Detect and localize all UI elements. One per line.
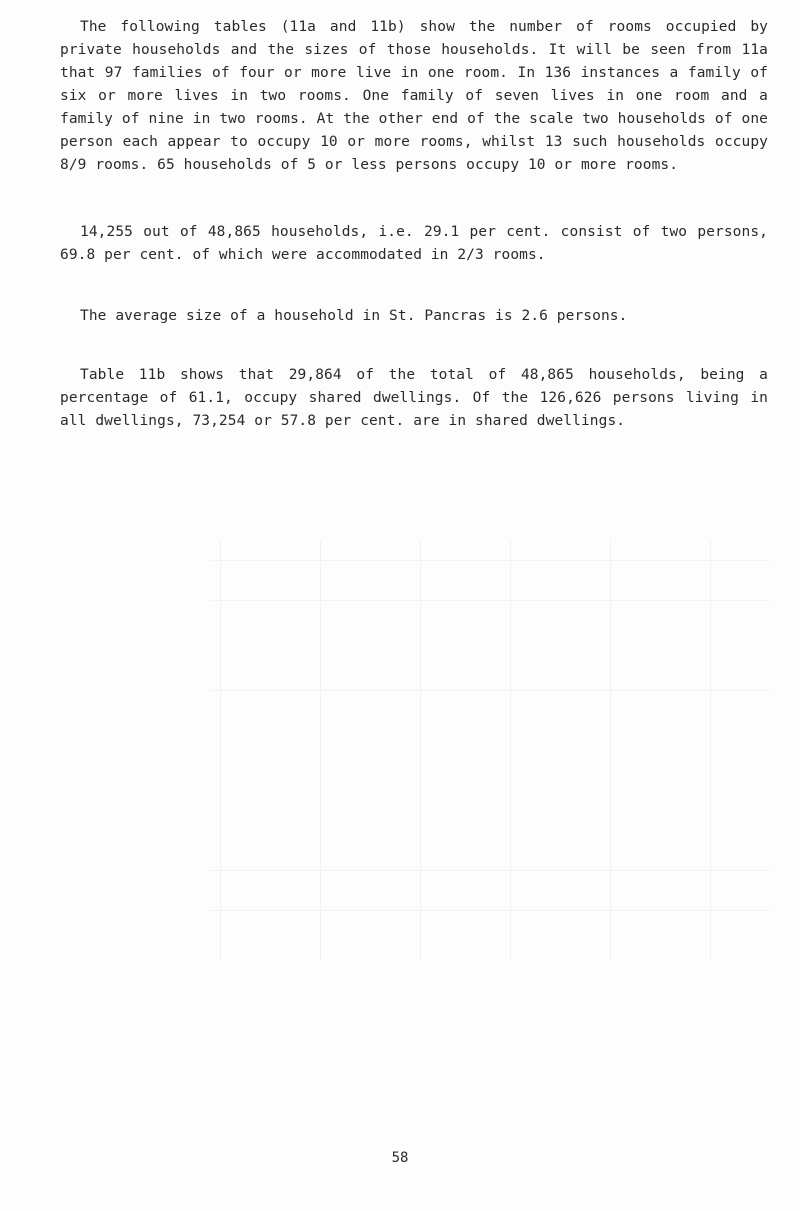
- paragraph-average-household-size: The average size of a household in St. Pancras is 2.6 persons.: [80, 308, 628, 324]
- show-through-background: [210, 540, 770, 960]
- paragraph-shared-dwellings: Table 11b shows that 29,864 of the total of 48,865 households, being a percentage of 61.1, occupy shared dwellings. Of the 126,626 persons living in all dwellings, 73,254 or 57.8 per cent. are in shared dwellings.: [60, 367, 768, 429]
- paragraph-rooms-occupied: The following tables (11a and 11b) show the number of rooms occupied by private households and the sizes of those households. It will be seen from 11a that 97 families of four or more live in one room. In 136 instances a family of six or more lives in two rooms. One family of seven lives in one room and a family of nine in two rooms. At the other end of the scale two households of one person each appear to occupy 10 or more rooms, whilst 13 such households occupy 8/9 rooms. 65 households of 5 or less persons occupy 10 or more rooms.: [60, 19, 768, 173]
- page-number: 58: [391, 1150, 409, 1166]
- paragraph-two-person-households: 14,255 out of 48,865 households, i.e. 29.1 per cent. consist of two persons, 69.8 per cent. of which were accommodated in 2/3 rooms.: [60, 224, 768, 263]
